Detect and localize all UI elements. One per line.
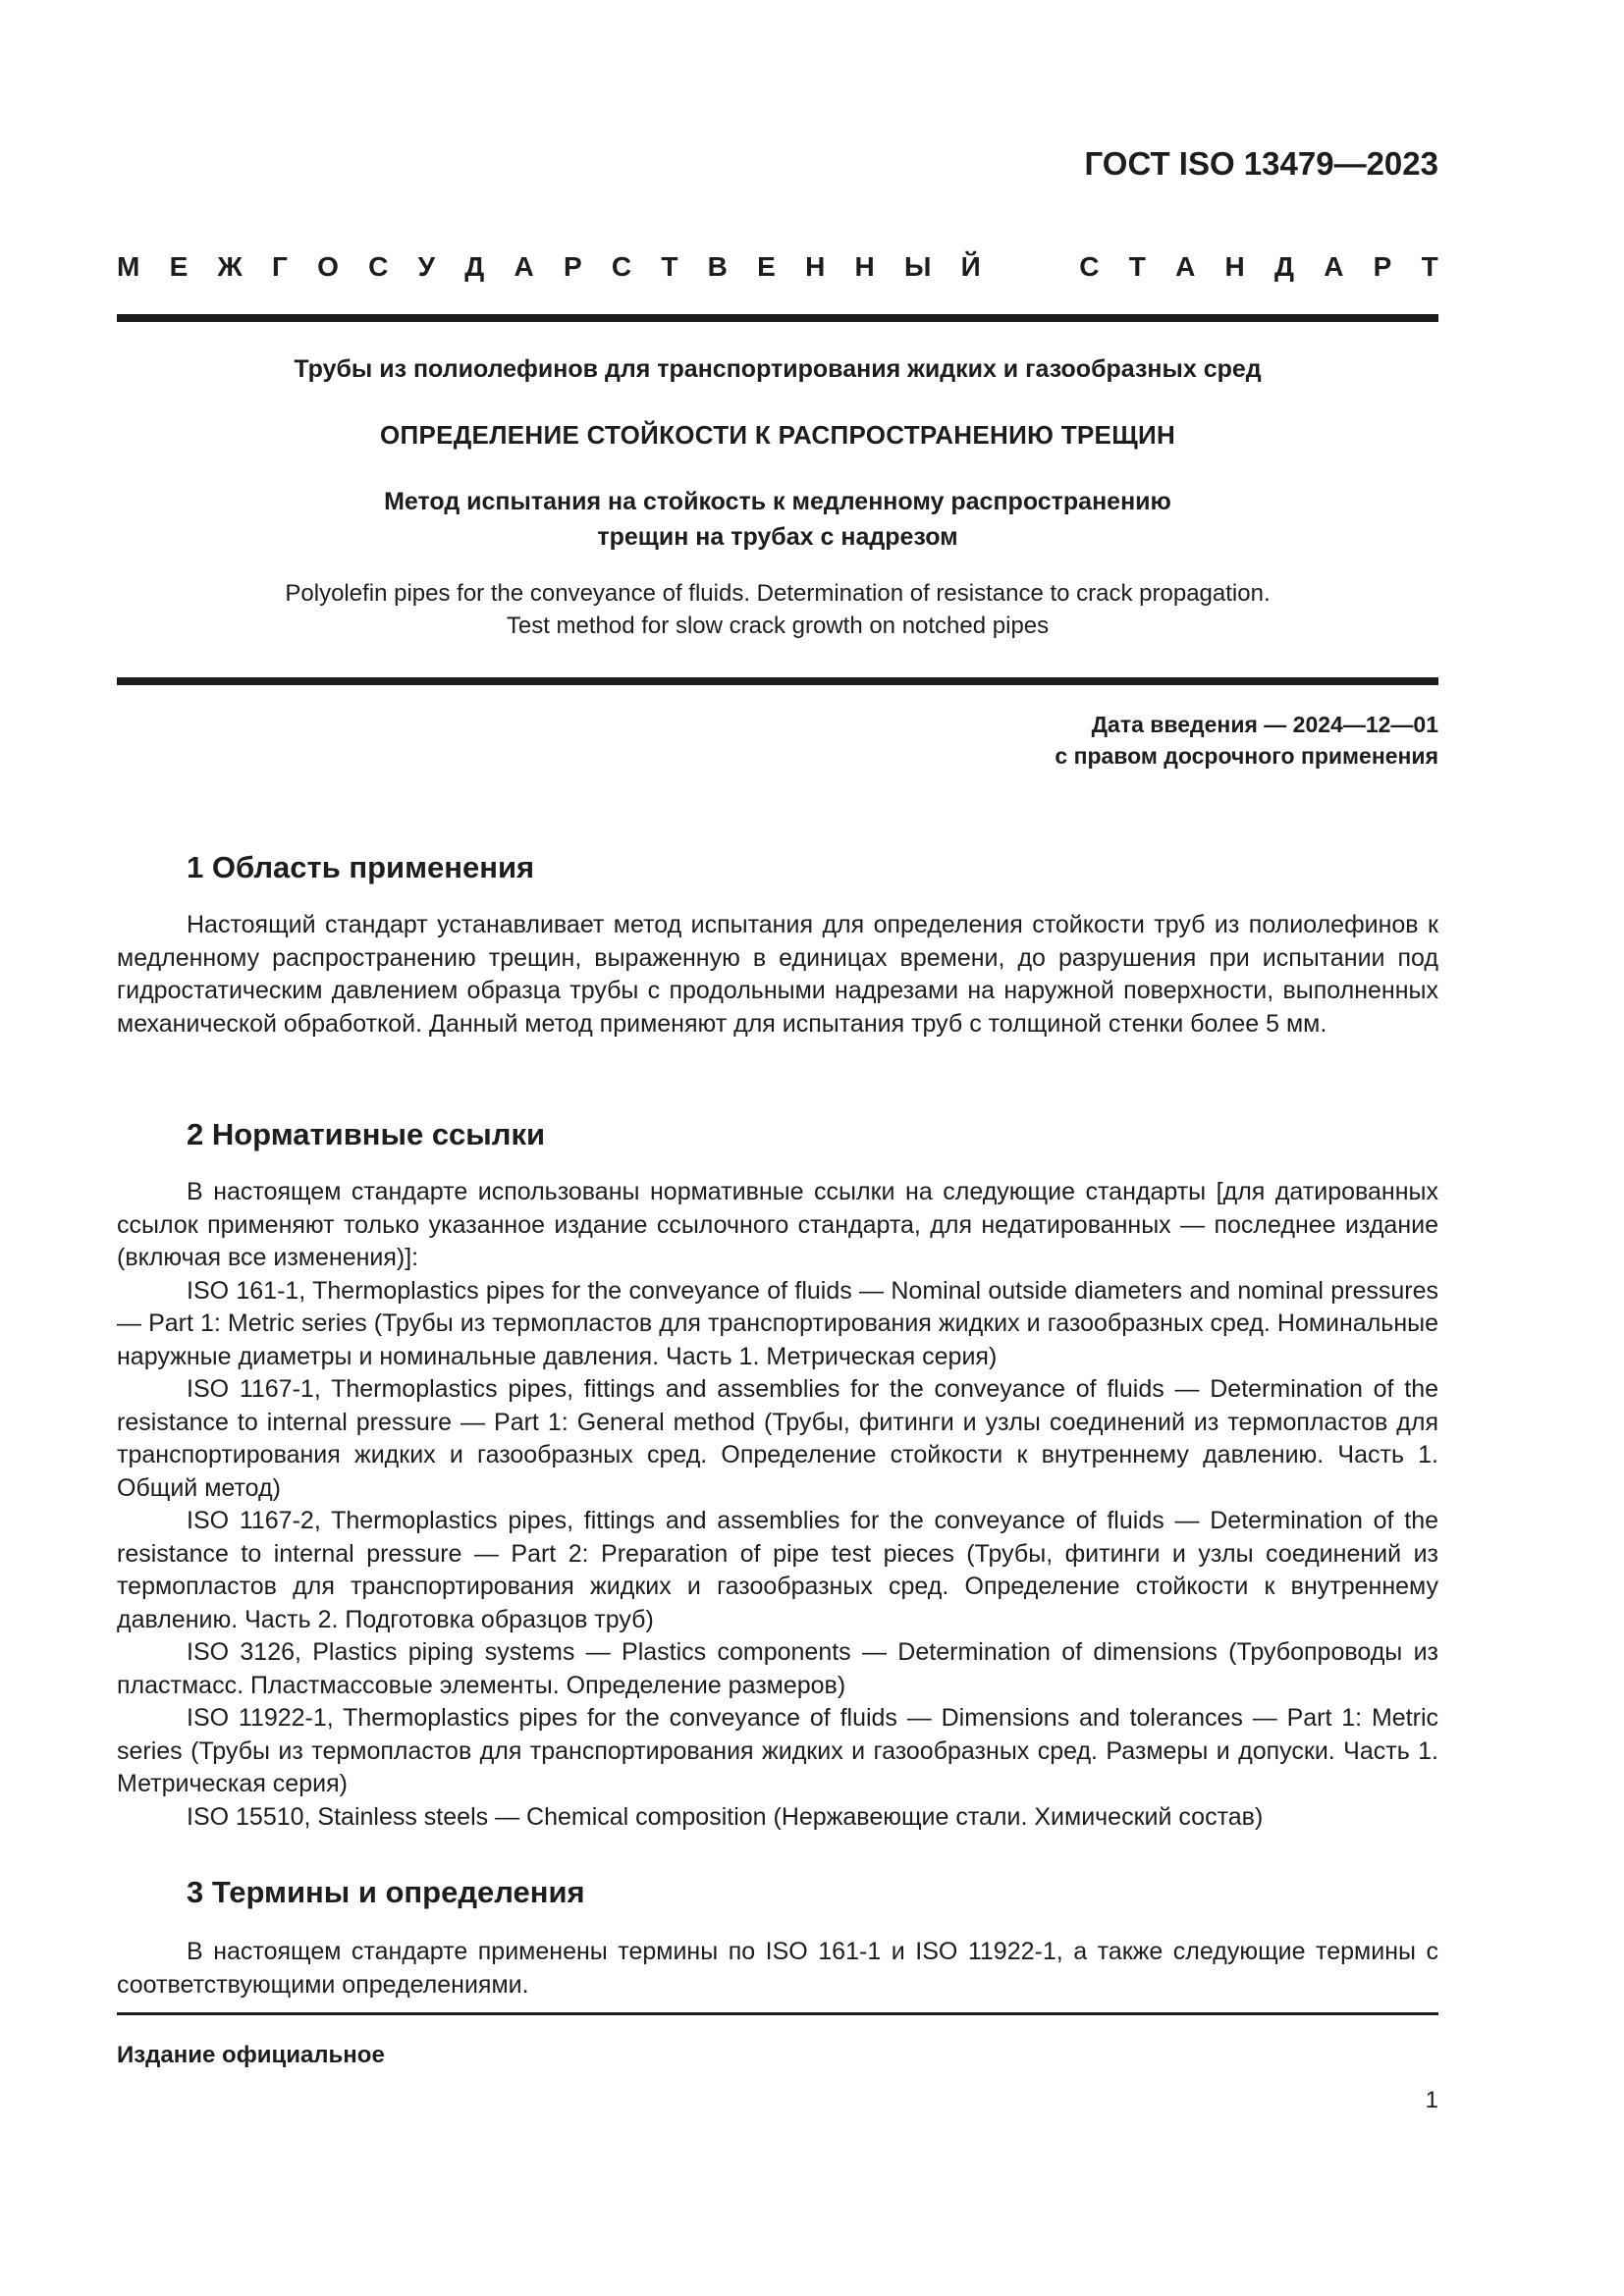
section-3-title: 3 Термины и определения bbox=[187, 1875, 585, 1909]
section-2-title: 2 Нормативные ссылки bbox=[187, 1117, 546, 1151]
section-2-body bbox=[117, 1176, 1438, 1834]
heading-letter: Н bbox=[1224, 251, 1245, 282]
heading-letter: С bbox=[1079, 251, 1100, 282]
title-line-2: ОПРЕДЕЛЕНИЕ СТОЙКОСТИ К РАСПРОСТРАНЕНИЮ ТРЕЩИН bbox=[379, 420, 1176, 450]
section-1-title: 1 Область применения bbox=[187, 850, 535, 884]
early-application-note: с правом досрочного применения bbox=[1055, 743, 1438, 769]
heading-letter: А bbox=[1324, 251, 1344, 282]
section-3-text: В настоящем стандарте применены термины по ISO 161-1 и ISO 11922-1, а также следующие термины с соответствующими определениями. bbox=[117, 1938, 1438, 1999]
heading-letter: Р bbox=[1373, 251, 1392, 282]
heading-letter: Ы bbox=[904, 251, 932, 282]
heading-letter: Т bbox=[1128, 251, 1146, 282]
heading-letter: О bbox=[317, 251, 339, 282]
heading-letter: Е bbox=[757, 251, 776, 282]
heading-letter: У bbox=[417, 251, 436, 282]
heading-letter: С bbox=[611, 251, 632, 282]
heading-letter: Е bbox=[169, 251, 189, 282]
heading-letter: А bbox=[514, 251, 534, 282]
reference-item: ISO 1167-2, Thermoplastics pipes, fittings and assemblies for the conveyance of fluids — Determination of the resistance to internal pressure — Part 2: Preparation of pipe test pieces (Трубы, фитинги и узлы соединений из термопластов для транспортирования жидких и газообразных сред. Определение стойкости к внутреннему давлению. Часть 2. Подготовка образцов труб) bbox=[117, 1507, 1438, 1633]
title-divider bbox=[117, 677, 1438, 685]
title-line-3 bbox=[117, 484, 1438, 555]
footer-divider bbox=[117, 2012, 1438, 2015]
reference-item: ISO 15510, Stainless steels — Chemical composition (Нержавеющие стали. Химический состав) bbox=[187, 1802, 1264, 1831]
official-edition-label: Издание официальное bbox=[117, 2042, 385, 2068]
section-2-intro: В настоящем стандарте использованы нормативные ссылки на следующие стандарты [для датированных ссылок применяют только указанное издание ссылочного стандарта, для недатированных — последнее издание (включая все изменения)]: bbox=[117, 1178, 1438, 1271]
heading-letter: Т bbox=[661, 251, 678, 282]
heading-letter: Ж bbox=[217, 251, 243, 282]
reference-item: ISO 1167-1, Thermoplastics pipes, fittings and assemblies for the conveyance of fluids — Determination of the resistance to internal pressure — Part 1: General method (Трубы, фитинги и узлы соединений из термопластов для транспортирования жидких и газообразных сред. Определение стойкости к внутреннему давлению. Часть 1. Общий метод) bbox=[117, 1375, 1438, 1502]
heading-letter: Й bbox=[960, 251, 981, 282]
heading-letter: Т bbox=[1421, 251, 1438, 282]
english-title-a: Polyolefin pipes for the conveyance of fluids. Determination of resistance to crack propagation. bbox=[285, 580, 1271, 607]
document-id: ГОСТ ISO 13479—2023 bbox=[1084, 145, 1438, 182]
heading-letter: Г bbox=[272, 251, 288, 282]
reference-item: ISO 161-1, Thermoplastics pipes for the conveyance of fluids — Nominal outside diameters and nominal pressures — Part 1: Metric series (Трубы из термопластов для транспортирования жидких и газообразных сред. Номинальные наружные диаметры и номинальные давления. Часть 1. Метрическая серия) bbox=[117, 1276, 1438, 1370]
standard-type-heading bbox=[117, 251, 1438, 283]
introduction-date: Дата введения — 2024—12—01 bbox=[1091, 712, 1438, 737]
english-title-b: Test method for slow crack growth on notched pipes bbox=[506, 613, 1050, 639]
reference-item: ISO 3126, Plastics piping systems — Plastics components — Determination of dimensions (Трубопроводы из пластмасс. Пластмассовые элементы. Определение размеров) bbox=[117, 1638, 1438, 1699]
section-1-text: Настоящий стандарт устанавливает метод испытания для определения стойкости труб из полиолефинов к медленному распространению трещин, выраженную в единицах времени, до разрушения при испытании под гидростатическим давлением образца трубы с продольными надрезами на наружной поверхности, выполненных механической обработкой. Данный метод применяют для испытания труб с толщиной стенки более 5 мм. bbox=[117, 911, 1438, 1038]
heading-letter: Д bbox=[1274, 251, 1294, 282]
introduction-date-block bbox=[1055, 709, 1438, 772]
heading-letter: Д bbox=[464, 251, 485, 282]
heading-letter: А bbox=[1175, 251, 1196, 282]
title-line-1: Трубы из полиолефинов для транспортирования жидких и газообразных сред bbox=[294, 355, 1262, 383]
page-number: 1 bbox=[1425, 2087, 1438, 2113]
top-divider bbox=[117, 314, 1438, 322]
heading-letter: М bbox=[117, 251, 140, 282]
word-gap bbox=[1010, 251, 1050, 283]
title-line-3b: трещин на трубах с надрезом bbox=[597, 523, 958, 551]
heading-letter: С bbox=[368, 251, 389, 282]
reference-item: ISO 11922-1, Thermoplastics pipes for the conveyance of fluids — Dimensions and tolerances — Part 1: Metric series (Трубы из термопластов для транспортирования жидких и газообразных сред. Размеры и допуски. Часть 1. Метрическая серия) bbox=[117, 1704, 1438, 1797]
heading-letter: В bbox=[707, 251, 728, 282]
heading-letter: Р bbox=[563, 251, 582, 282]
heading-letter: Н bbox=[854, 251, 875, 282]
english-title bbox=[117, 577, 1438, 642]
title-line-3a: Метод испытания на стойкость к медленному распространению bbox=[384, 488, 1171, 515]
heading-letter: Н bbox=[805, 251, 826, 282]
